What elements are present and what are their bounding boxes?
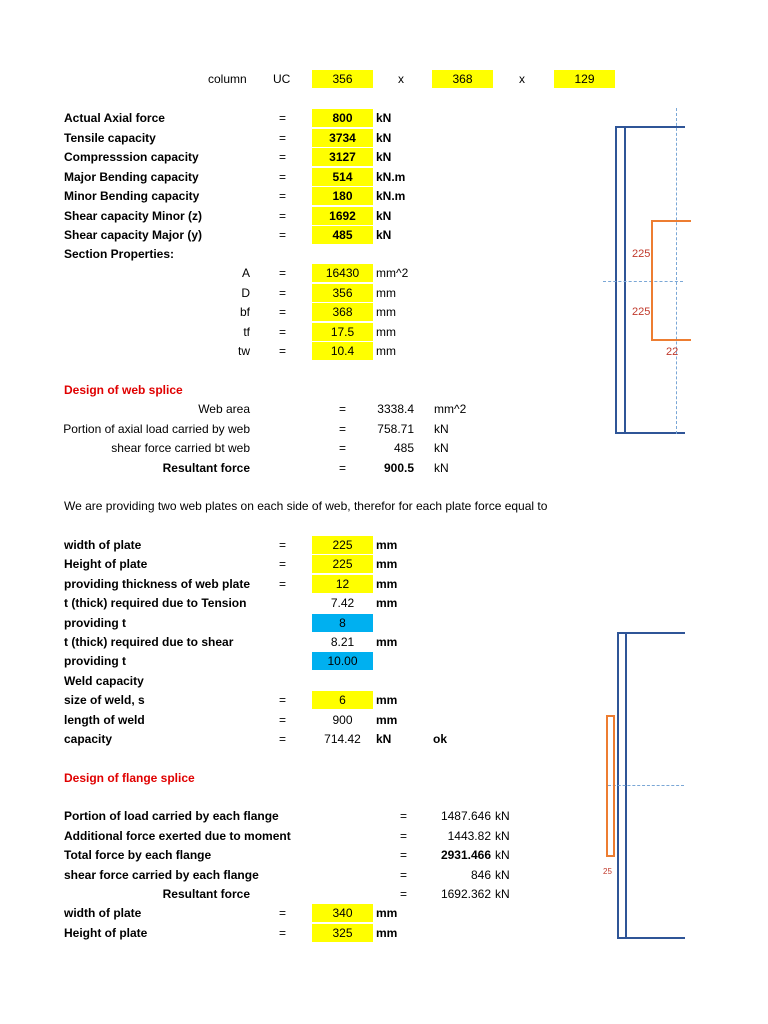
equals-sign: = bbox=[279, 150, 287, 164]
equals-sign: = bbox=[279, 538, 287, 552]
times-sign: x bbox=[519, 72, 525, 86]
row-label: providing thickness of web plate bbox=[64, 576, 251, 591]
web-note: We are providing two web plates on each side of web, therefor for each plate force equal to bbox=[64, 499, 548, 513]
value-cell: 8.21 bbox=[330, 635, 355, 649]
unit-label: mm bbox=[376, 693, 398, 708]
equals-sign: = bbox=[279, 189, 287, 203]
equals-sign: = bbox=[400, 887, 408, 901]
value-cell[interactable]: 368 bbox=[312, 303, 373, 321]
prop-label: tf bbox=[243, 324, 250, 339]
row-label: Compresssion capacity bbox=[64, 150, 199, 164]
unit-label: kN bbox=[495, 887, 510, 901]
value-cell: 900 bbox=[332, 712, 353, 727]
value-cell[interactable]: 514 bbox=[312, 168, 373, 186]
equals-sign: = bbox=[279, 324, 287, 339]
row-label: Actual Axial force bbox=[64, 111, 165, 125]
equals-sign: = bbox=[279, 169, 287, 184]
prop-label: D bbox=[241, 285, 250, 300]
unit-label: kN bbox=[376, 208, 392, 223]
row-label: Portion of axial load carried by web bbox=[63, 421, 250, 436]
row-label: Total force by each flange bbox=[64, 848, 212, 862]
prop-label: tw bbox=[238, 344, 250, 358]
times-sign: x bbox=[398, 72, 404, 86]
row-label: providing t bbox=[64, 615, 126, 630]
unit-label: kN bbox=[376, 228, 392, 242]
equals-sign: = bbox=[339, 421, 347, 436]
value-cell[interactable]: 16430 bbox=[312, 264, 373, 282]
web-splice-title: Design of web splice bbox=[64, 383, 183, 397]
column-label: column bbox=[208, 72, 247, 86]
value-text: 1692.362 bbox=[440, 887, 491, 901]
flange-splice-title: Design of flange splice bbox=[64, 771, 195, 785]
unit-label: kN bbox=[495, 867, 510, 882]
weld-ok-flag: ok bbox=[433, 732, 448, 746]
value-cell[interactable]: 325 bbox=[312, 924, 373, 942]
unit-label: kN.m bbox=[376, 169, 406, 184]
value-cell[interactable]: 17.5 bbox=[312, 323, 373, 341]
flange-plate-outline bbox=[606, 715, 615, 857]
row-label: Additional force exerted due to moment bbox=[64, 828, 291, 843]
unit-label: mm bbox=[376, 557, 398, 572]
equals-sign: = bbox=[339, 441, 347, 455]
equals-sign: = bbox=[279, 693, 287, 708]
value-cell[interactable]: 485 bbox=[312, 226, 373, 244]
equals-sign: = bbox=[279, 111, 287, 125]
unit-label: mm bbox=[376, 906, 398, 920]
dimension-label: 22 bbox=[666, 346, 679, 358]
unit-label: mm bbox=[376, 635, 398, 649]
value-cell[interactable]: 12 bbox=[312, 575, 373, 593]
prop-label: A bbox=[241, 266, 250, 280]
unit-label: kN bbox=[495, 848, 510, 862]
row-label: shear force carried by each flange bbox=[64, 867, 259, 882]
row-label: Resultant force bbox=[162, 887, 250, 901]
equals-sign: = bbox=[279, 712, 287, 727]
equals-sign: = bbox=[279, 130, 287, 145]
value-cell[interactable]: 225 bbox=[312, 536, 373, 554]
dimension-label: 25 bbox=[603, 867, 612, 876]
value-cell[interactable]: 3127 bbox=[312, 148, 373, 166]
value-text: 3338.4 bbox=[377, 402, 414, 416]
equals-sign: = bbox=[279, 576, 287, 591]
row-label: t (thick) required due to shear bbox=[64, 635, 234, 649]
value-cell[interactable]: 10.4 bbox=[312, 342, 373, 360]
unit-label: mm bbox=[376, 925, 398, 940]
row-label: width of plate bbox=[64, 906, 142, 920]
width-cell[interactable]: 368 bbox=[432, 70, 493, 88]
value-cell[interactable]: 3734 bbox=[312, 129, 373, 147]
value-text: 1443.82 bbox=[447, 828, 491, 843]
value-cell[interactable]: 6 bbox=[312, 691, 373, 709]
unit-label: mm bbox=[376, 324, 396, 339]
equals-sign: = bbox=[279, 228, 287, 242]
equals-sign: = bbox=[279, 208, 287, 223]
depth-cell[interactable]: 356 bbox=[312, 70, 373, 88]
value-cell[interactable]: 10.00 bbox=[312, 652, 373, 670]
row-label: width of plate bbox=[64, 538, 142, 552]
equals-sign: = bbox=[279, 557, 287, 572]
equals-sign: = bbox=[339, 402, 347, 416]
prop-label: bf bbox=[239, 305, 250, 319]
equals-sign: = bbox=[279, 266, 287, 280]
value-text: 900.5 bbox=[383, 460, 414, 475]
unit-label: mm bbox=[376, 576, 398, 591]
value-cell: 714.42 bbox=[324, 732, 361, 746]
unit-label: mm^2 bbox=[434, 402, 467, 416]
unit-label: mm^2 bbox=[376, 266, 409, 280]
dimension-label: 225 bbox=[632, 248, 651, 260]
value-text: 758.71 bbox=[377, 421, 414, 436]
unit-label: kN bbox=[434, 441, 449, 455]
section-properties-label: Section Properties: bbox=[64, 247, 175, 261]
value-cell: 7.42 bbox=[330, 596, 355, 611]
value-text: 846 bbox=[470, 867, 491, 882]
row-label: Web area bbox=[198, 402, 250, 416]
value-cell[interactable]: 225 bbox=[312, 555, 373, 573]
row-label: Height of plate bbox=[64, 925, 148, 940]
unit-label: kN bbox=[495, 809, 510, 823]
value-text: 1487.646 bbox=[440, 809, 491, 823]
unit-label: mm bbox=[376, 596, 398, 611]
unit-label: mm bbox=[376, 285, 396, 300]
value-cell[interactable]: 180 bbox=[312, 187, 373, 205]
dimension-label: 225 bbox=[632, 306, 651, 318]
row-label: Shear capacity Major (y) bbox=[64, 228, 203, 242]
row-label: Minor Bending capacity bbox=[64, 189, 200, 203]
value-text: 485 bbox=[393, 441, 414, 455]
equals-sign: = bbox=[400, 848, 408, 862]
unit-label: kN bbox=[434, 421, 449, 436]
equals-sign: = bbox=[279, 285, 287, 300]
row-label: t (thick) required due to Tension bbox=[64, 596, 247, 611]
unit-label: kN.m bbox=[376, 189, 406, 203]
web-line bbox=[624, 128, 626, 432]
unit-label: mm bbox=[376, 538, 398, 552]
equals-sign: = bbox=[400, 809, 408, 823]
row-label: shear force carried bt web bbox=[111, 441, 250, 455]
unit-label: kN bbox=[434, 460, 449, 475]
row-label: capacity bbox=[64, 732, 113, 746]
unit-label: mm bbox=[376, 305, 396, 319]
equals-sign: = bbox=[279, 305, 287, 319]
row-label: Height of plate bbox=[64, 557, 148, 572]
value-cell[interactable]: 340 bbox=[312, 904, 373, 922]
unit-label: kN bbox=[495, 828, 510, 843]
unit-label: mm bbox=[376, 344, 396, 358]
row-label: Portion of load carried by each flange bbox=[64, 809, 279, 823]
web-plate-outline bbox=[651, 220, 691, 341]
mass-cell[interactable]: 129 bbox=[554, 70, 615, 88]
row-label: length of weld bbox=[64, 712, 145, 727]
row-label: size of weld, s bbox=[64, 693, 145, 708]
unit-label: kN bbox=[376, 130, 392, 145]
equals-sign: = bbox=[400, 828, 408, 843]
unit-label: mm bbox=[376, 712, 398, 727]
value-cell[interactable]: 8 bbox=[312, 614, 373, 632]
value-cell[interactable]: 356 bbox=[312, 284, 373, 302]
unit-label: kN bbox=[376, 732, 392, 746]
equals-sign: = bbox=[279, 925, 287, 940]
equals-sign: = bbox=[279, 906, 287, 920]
equals-sign: = bbox=[400, 867, 408, 882]
value-text: 2931.466 bbox=[440, 848, 491, 862]
unit-label: kN bbox=[376, 150, 392, 164]
row-label: Tensile capacity bbox=[64, 130, 156, 145]
value-cell[interactable]: 1692 bbox=[312, 207, 373, 225]
section-type: UC bbox=[273, 72, 291, 86]
row-label: Shear capacity Minor (z) bbox=[64, 208, 203, 223]
equals-sign: = bbox=[279, 732, 287, 746]
row-label: Resultant force bbox=[162, 460, 250, 475]
equals-sign: = bbox=[279, 344, 287, 358]
row-label: Major Bending capacity bbox=[64, 169, 199, 184]
row-label: Weld capacity bbox=[64, 673, 144, 688]
value-cell[interactable]: 800 bbox=[312, 109, 373, 127]
unit-label: kN bbox=[376, 111, 392, 125]
equals-sign: = bbox=[339, 460, 347, 475]
row-label: providing t bbox=[64, 654, 126, 669]
centre-line bbox=[608, 785, 684, 786]
